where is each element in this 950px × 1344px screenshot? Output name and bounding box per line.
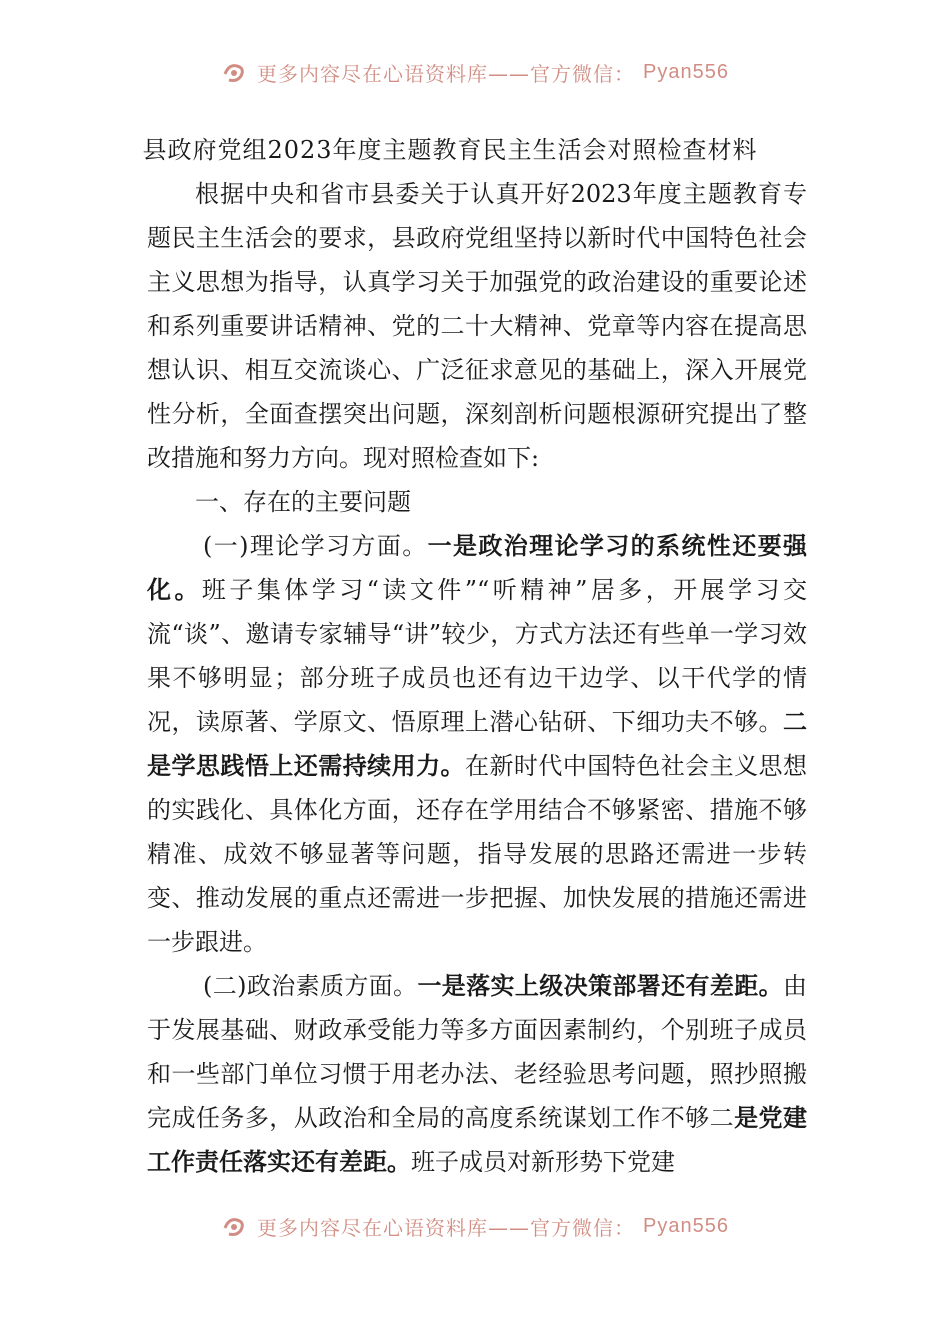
paragraph-text: 班子成员对新形势下党建: [411, 1148, 675, 1176]
bold-point: 一是落实上级决策部署还有差距。: [417, 971, 783, 1000]
watermark-id: Pyan556: [643, 1214, 729, 1237]
document-title: 县政府党组2023年度主题教育民主生活会对照检查材料: [142, 136, 758, 164]
paragraph-political-quality: [147, 964, 807, 1184]
watermark-text: 更多内容尽在心语资料库——官方微信：: [257, 61, 636, 86]
paragraph-theory-study: [147, 524, 807, 964]
bold-point: 是党建工作责任落实还有差距。: [147, 1103, 808, 1176]
logo-icon: [221, 60, 249, 84]
subsection-lead: (一)理论学习方面。: [203, 532, 428, 560]
watermark-footer: [0, 1206, 950, 1246]
paragraph-text: 在新时代中国特色社会主义思想的实践化、具体化方面，还存在学用结合不够紧密、措施不够精准、成效不够显著等问题，指导发展的思路还需进一步转变、推动发展的重点还需进一步把握、加快发展的措施还需进一步跟进。: [147, 752, 807, 956]
intro-paragraph: 根据中央和省市县委关于认真开好2023年度主题教育专题民主生活会的要求，县政府党组坚持以新时代中国特色社会主义思想为指导，认真学习关于加强党的政治建设的重要论述和系列重要讲话精神、党的二十大精神、党章等内容在提高思想认识、相互交流谈心、广泛征求意见的基础上，深入开展党性分析，全面查摆突出问题，深刻剖析问题根源研究提出了整改措施和努力方向。现对照检查如下:: [147, 180, 807, 472]
paragraph-text: 班子集体学习“读文件”“听精神”居多，开展学习交流“谈”、邀请专家辅导“讲”较少，方式方法还有些单一学习效果不够明显；部分班子成员也还有边干边学、以干代学的情况，读原著、学原文、悟原理上潜心钻研、下细功夫不够。: [147, 576, 808, 736]
watermark-header: [0, 52, 950, 92]
bold-point: 二是学思践悟上还需持续用力。: [147, 707, 807, 780]
logo-icon: [221, 1214, 249, 1238]
watermark-id: Pyan556: [643, 60, 729, 83]
paragraph-text: 由于发展基础、财政承受能力等多方面因素制约，个别班子成员和一些部门单位习惯于用老办法、老经验思考问题，照抄照搬完成任务多，从政治和全局的高度系统谋划工作不够二: [147, 972, 807, 1132]
section-heading: 一、存在的主要问题: [195, 488, 411, 516]
watermark-text: 更多内容尽在心语资料库——官方微信：: [257, 1215, 636, 1240]
bold-point: 一是政治理论学习的系统性还要强化。: [147, 531, 807, 604]
subsection-lead: (二)政治素质方面。: [203, 972, 418, 1000]
document-body: [142, 128, 808, 1184]
